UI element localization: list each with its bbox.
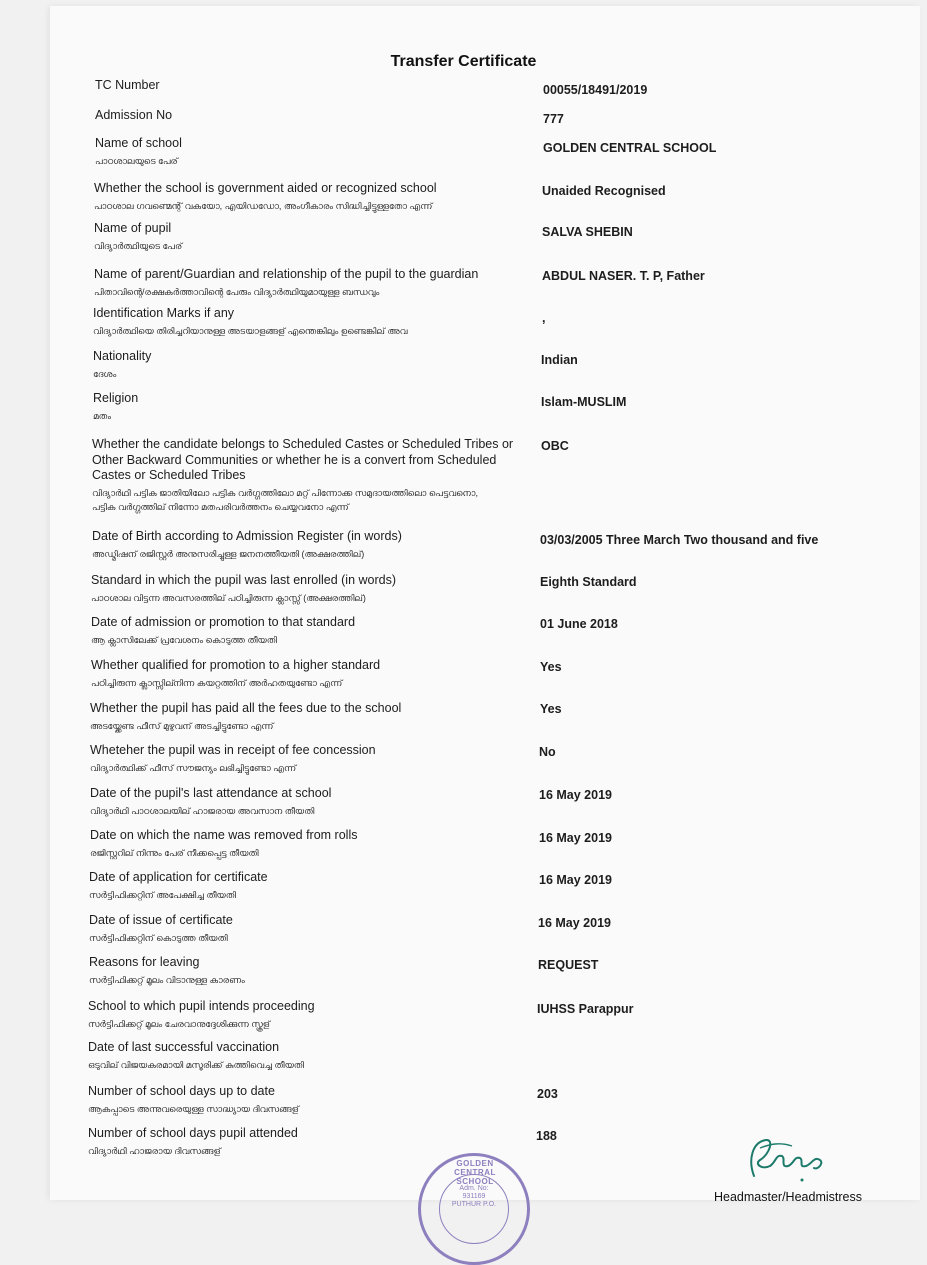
field-removed-from-rolls — [90, 828, 530, 860]
field-label-ml: പഠിച്ചിരുന്ന ക്ലാസ്സില്നിന്ന കയറ്റത്തിന് അർഹതയുണ്ടോ എന്ന് — [91, 677, 343, 688]
field-label-ml: അഡ്മിഷന് രജിസ്റ്റർ അനുസരിച്ചുള്ള ജനനത്തീയതി (അക്ഷരത്തില്) — [92, 548, 365, 559]
field-issue-date — [89, 913, 529, 945]
field-label-ml: ഒടുവില് വിജയകരമായി മസൂരിക്ക് കുത്തിവെച്ച തീയതി — [88, 1059, 304, 1070]
field-value: 16 May 2019 — [538, 916, 611, 930]
seal-number: 931169 — [462, 1193, 486, 1200]
field-value: 00055/18491/2019 — [543, 83, 648, 97]
field-value: Islam-MUSLIM — [541, 395, 627, 409]
field-value: 03/03/2005 Three March Two thousand and five — [540, 533, 819, 547]
field-admission-date — [91, 615, 531, 647]
field-label-ml: വിദ്യാർത്ഥിയെ തിരിച്ചറിയാനുള്ള അടയാളങ്ങള് എന്തെങ്കിലും ഉണ്ടെങ്കില് അവ — [93, 325, 408, 336]
field-value: Yes — [540, 702, 562, 716]
seal-ring-text: GOLDEN CENTRAL SCHOOL — [454, 1159, 496, 1186]
field-religion — [93, 391, 533, 423]
field-label: Whether the pupil has paid all the fees due to the school — [90, 701, 402, 715]
field-label: TC Number — [95, 78, 160, 92]
field-fee-concession — [90, 743, 530, 775]
field-label-ml: സർട്ടിഫിക്കറ്റ് മൂലം ചേരവാനുദ്ദേശിക്കുന്ന സ്കൂള് — [88, 1018, 270, 1029]
field-school-days — [88, 1084, 528, 1116]
field-label: Date of issue of certificate — [89, 913, 233, 927]
field-caste — [92, 437, 517, 514]
document-title: Transfer Certificate — [390, 53, 537, 70]
field-label: Name of school — [95, 136, 182, 150]
field-school-name — [95, 136, 535, 168]
field-label: Religion — [93, 391, 139, 405]
field-nationality — [93, 349, 533, 381]
field-value: ABDUL NASER. T. P, Father — [542, 269, 705, 283]
field-label-ml: പിതാവിന്റെ/രക്ഷകർത്താവിന്റെ പേരും വിദ്യാർത്ഥിയുമായുള്ള ബന്ധവും — [94, 286, 380, 297]
field-label-ml: സർട്ടിഫിക്കറ്റ് മൂലം വിടാനുള്ള കാരണം — [89, 974, 245, 985]
field-label: Standard in which the pupil was last enrolled (in words) — [91, 573, 397, 587]
field-label-ml: വിദ്യാർത്ഥിയുടെ പേര് — [94, 240, 183, 251]
field-label: Date of Birth according to Admission Register (in words) — [92, 529, 402, 543]
field-label: Admission No — [95, 108, 173, 122]
field-value: SALVA SHEBIN — [542, 225, 633, 239]
field-dob — [92, 529, 532, 561]
field-label-ml: പാഠശാല വിട്ടന്ന അവസരത്തില് പഠിച്ചിരുന്ന ക്ലാസ്സ് (അക്ഷരത്തില്) — [91, 592, 366, 603]
field-label: Wheteher the pupil was in receipt of fee concession — [90, 743, 376, 757]
field-label-ml: പാഠശാലയുടെ പേര് — [95, 155, 178, 166]
field-value: 777 — [543, 112, 564, 126]
field-label: Date of application for certificate — [89, 870, 268, 884]
field-last-attendance — [90, 786, 530, 818]
field-label-ml: വിദ്യാർത്ഥിക്ക് ഫീസ് സൗജന്യം ലഭിച്ചിട്ടുണ്ടോ എന്ന് — [90, 762, 297, 773]
field-vaccination — [88, 1040, 528, 1072]
field-label: Whether the school is government aided or recognized school — [94, 181, 437, 195]
field-label-ml: വിദ്യാർഥി ഹാജരായ ദിവസങ്ങള് — [88, 1145, 221, 1156]
field-identification — [93, 306, 533, 338]
field-label: Whether qualified for promotion to a higher standard — [91, 658, 381, 672]
field-label: Nationality — [93, 349, 152, 363]
field-school-type — [94, 181, 534, 213]
field-label: Date of last successful vaccination — [88, 1040, 280, 1054]
field-label: Reasons for leaving — [89, 955, 200, 969]
field-value: 16 May 2019 — [539, 788, 612, 802]
field-label-ml: സർട്ടിഫിക്കറ്റിന് കൊടുത്ത തീയതി — [89, 932, 228, 943]
field-label-ml: വിദ്യാർഥി പട്ടിക ജാതിയിലോ പട്ടിക വർഗ്ഗത്തിലോ മറ്റ് പിന്നോക്ക സമുദായത്തിലൊ പെട്ടവനൊ, പട്ടിക വർഗ്ഗത്തില് നിന്നോ മതപരിവർത്തനം ചെയ്യവനോ എന്ന് — [92, 487, 478, 512]
field-value: Indian — [541, 353, 578, 367]
field-value: Yes — [540, 660, 562, 674]
field-fees-paid — [90, 701, 530, 733]
field-value: 16 May 2019 — [539, 873, 612, 887]
field-label: Date on which the name was removed from rolls — [90, 828, 358, 842]
field-label: Number of school days pupil attended — [88, 1126, 298, 1140]
field-label: Date of admission or promotion to that standard — [91, 615, 356, 629]
field-label-ml: സർട്ടിഫിക്കറ്റിന് അപേക്ഷിച്ച തീയതി — [89, 889, 236, 900]
seal-center — [439, 1174, 509, 1244]
school-seal — [418, 1153, 530, 1265]
field-label: Name of parent/Guardian and relationship of the pupil to the guardian — [94, 267, 479, 281]
field-pupil-name — [94, 221, 534, 253]
field-application-date — [89, 870, 529, 902]
field-promotion — [91, 658, 531, 690]
field-next-school — [88, 999, 528, 1031]
field-label: Date of the pupil's last attendance at school — [90, 786, 332, 800]
field-value: OBC — [541, 439, 569, 453]
field-days-attended — [88, 1126, 528, 1158]
field-label-ml: രജിസ്റ്ററില് നിന്നും പേര് നീക്കപ്പെട്ട തീയതി — [90, 847, 259, 858]
seal-place: PUTHUR P.O. — [451, 1201, 497, 1208]
field-label-ml: ആകപ്പാടെ അന്നുവരെയുള്ള സാദ്ധ്യായ ദിവസങ്ങള് — [88, 1103, 299, 1114]
field-parent — [94, 267, 534, 299]
field-value: REQUEST — [538, 958, 599, 972]
field-value: Unaided Recognised — [542, 184, 666, 198]
field-label-ml: മതം — [93, 410, 112, 421]
field-value: 203 — [537, 1087, 558, 1101]
field-label-ml: ദേശം — [93, 368, 117, 379]
field-standard — [91, 573, 531, 605]
field-label: Number of school days up to date — [88, 1084, 275, 1098]
field-label: School to which pupil intends proceeding — [88, 999, 315, 1013]
field-value: Eighth Standard — [540, 575, 637, 589]
field-label-ml: പാഠശാല ഗവണ്മെന്റ് വകയോ, എയിഡഡോ, അംഗീകാരം സിദ്ധിച്ചിട്ടുള്ളതോ എന്ന് — [94, 200, 433, 211]
field-label: Identification Marks if any — [93, 306, 235, 320]
headmaster-label: Headmaster/Headmistress — [714, 1190, 862, 1204]
field-value: IUHSS Parappur — [537, 1002, 634, 1016]
headmaster-signature — [740, 1130, 830, 1185]
field-value: No — [539, 745, 556, 759]
seal-adm-label: Adm. No: — [459, 1185, 489, 1192]
field-value: 01 June 2018 — [540, 617, 618, 631]
field-value: 16 May 2019 — [539, 831, 612, 845]
field-label: Name of pupil — [94, 221, 172, 235]
field-value: , — [542, 311, 546, 325]
field-label-ml: വിദ്യാർഥി പാഠശാലയില് ഹാജരായ അവസാന തീയതി — [90, 805, 315, 816]
field-label-ml: അടയ്ക്കേണ്ട ഫീസ് മുഴുവന് അടച്ചിട്ടുണ്ടോ എന്ന് — [90, 720, 274, 731]
field-label: Whether the candidate belongs to Scheduled Castes or Scheduled Tribes or Other Backward Communities or whether he is a convert from Scheduled Castes or Scheduled Tribes — [92, 437, 514, 482]
field-label-ml: ആ ക്ലാസിലേക്ക് പ്രവേശനം കൊടുത്ത തീയതി — [91, 634, 277, 645]
field-reason — [89, 955, 529, 987]
field-value: 188 — [536, 1129, 557, 1143]
field-value: GOLDEN CENTRAL SCHOOL — [543, 141, 717, 155]
